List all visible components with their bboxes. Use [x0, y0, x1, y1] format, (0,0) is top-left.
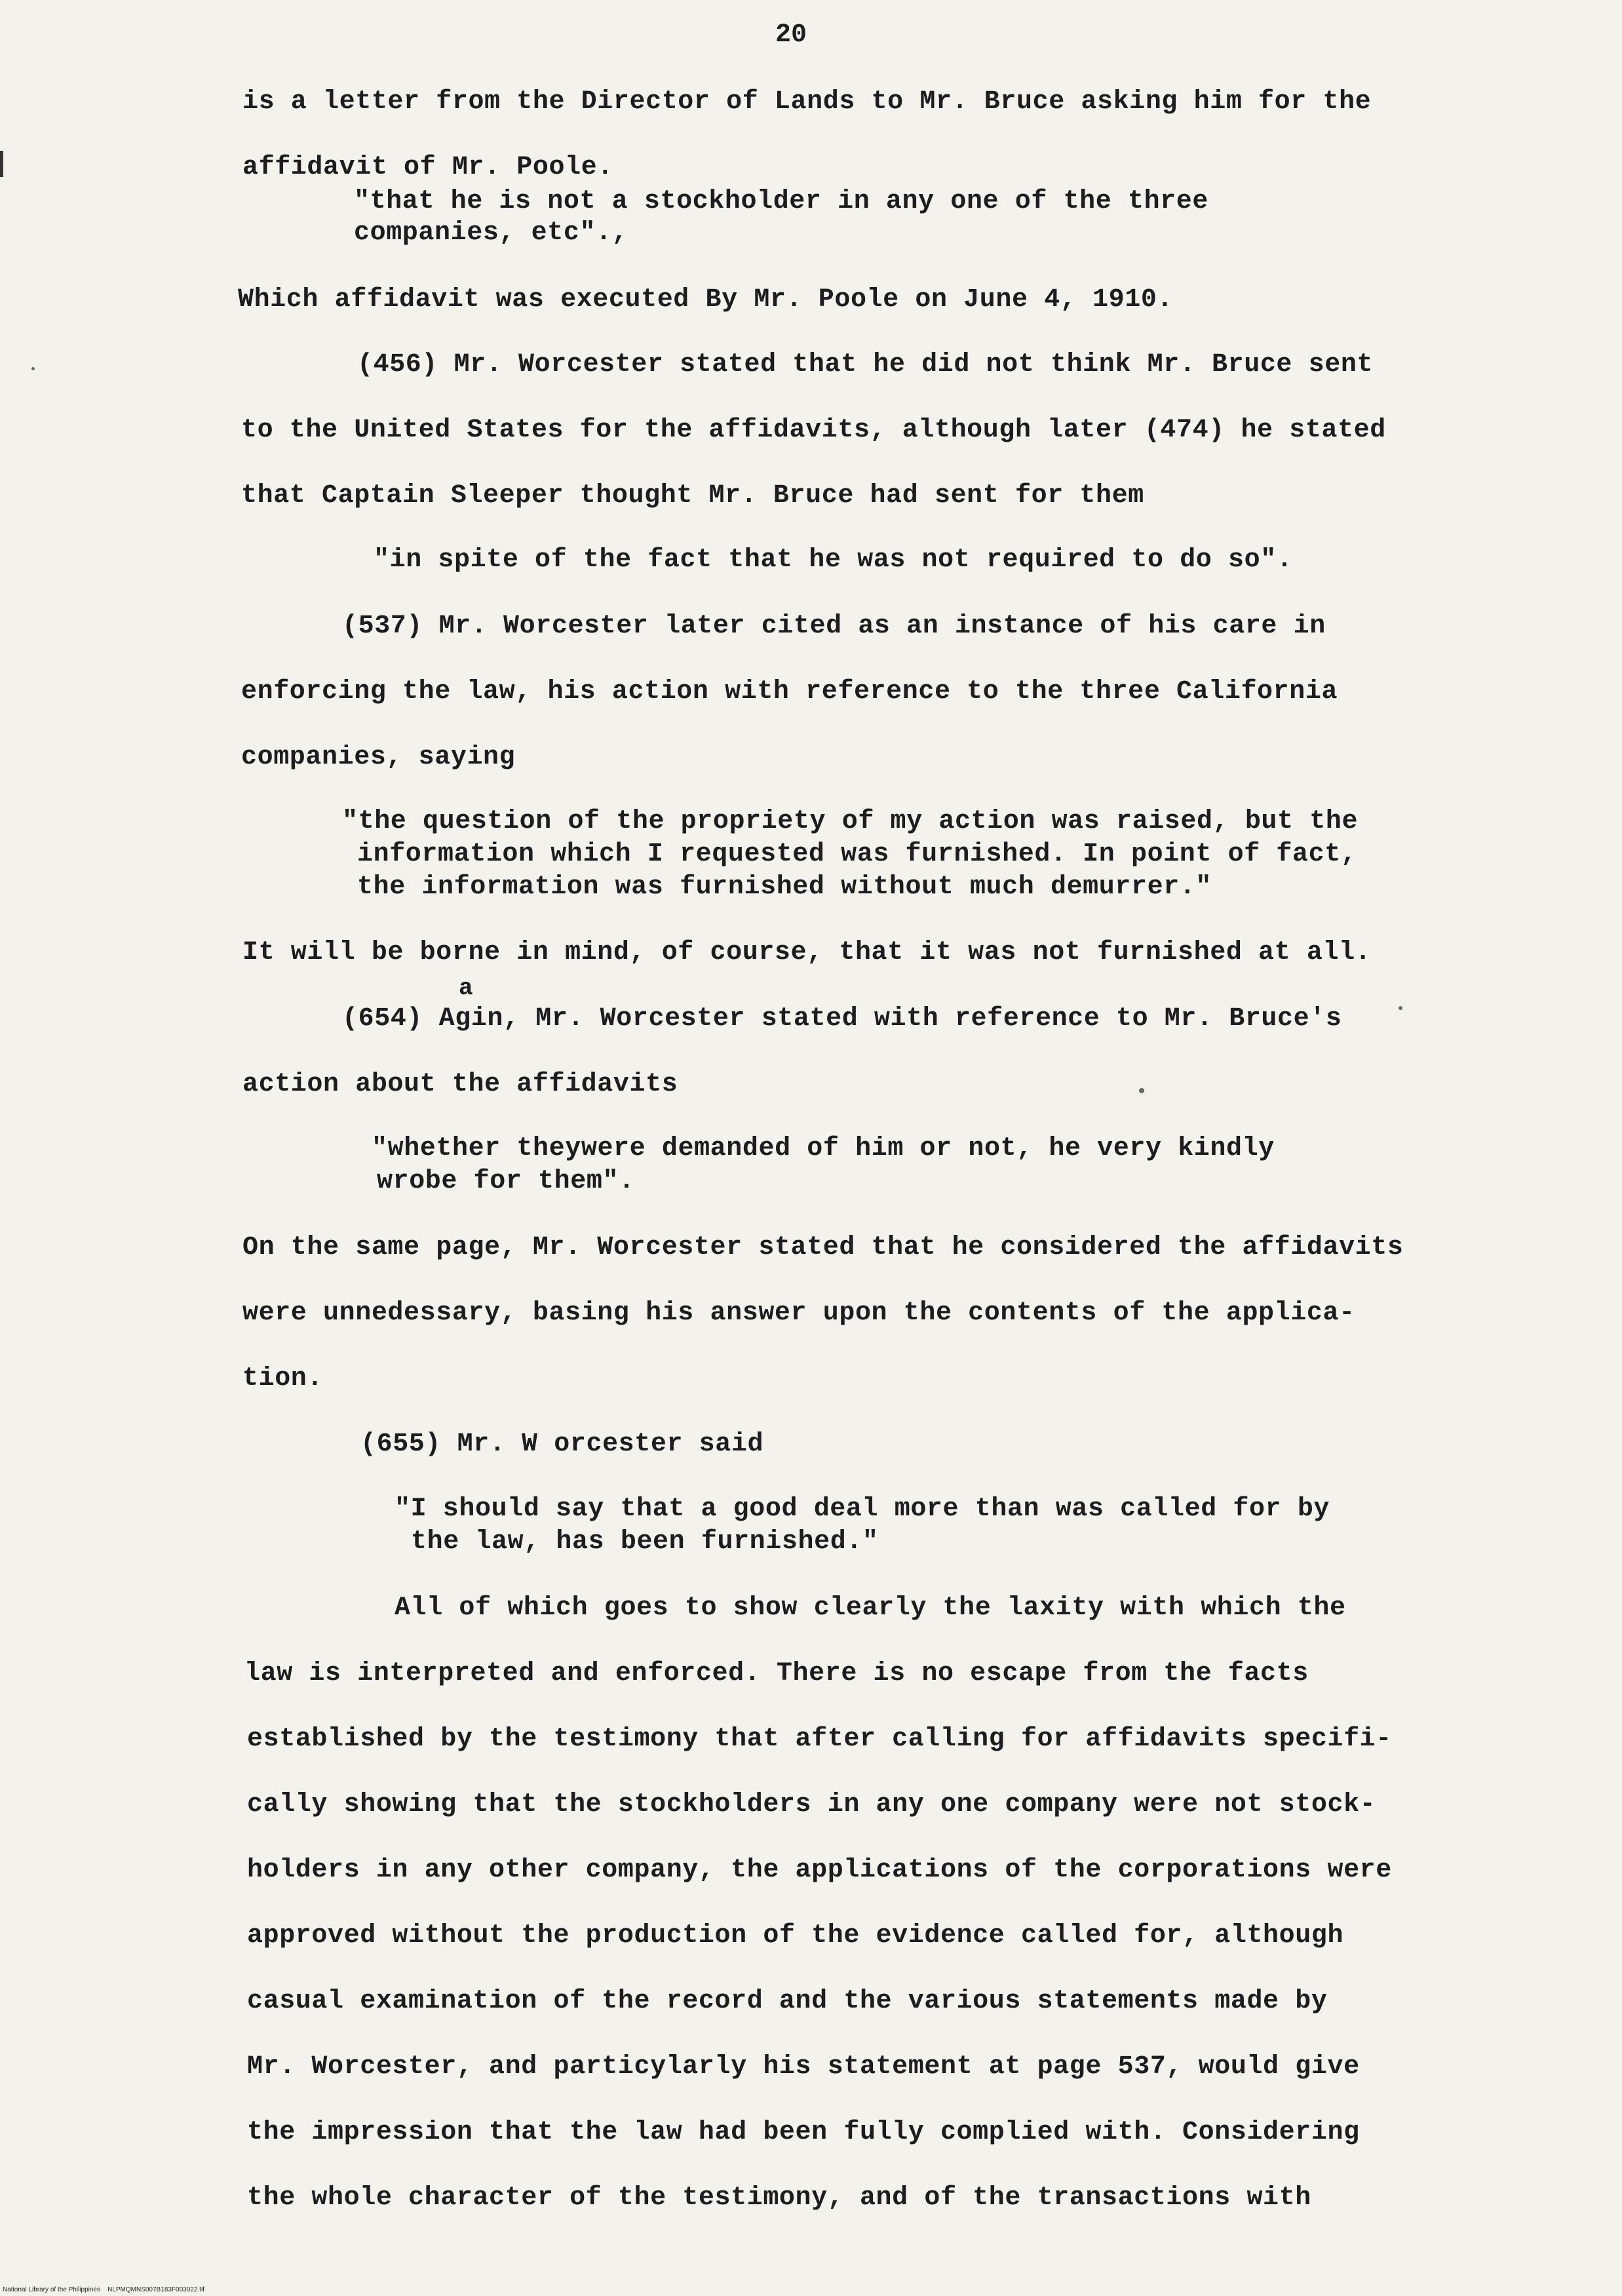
text-line: Mr. Worcester, and particylarly his statement at page 537, would give	[247, 2052, 1360, 2082]
text-line: enforcing the law, his action with reference to the three California	[241, 677, 1338, 707]
scan-speck	[31, 367, 35, 370]
text-line: cally showing that the stockholders in any one company were not stock-	[247, 1790, 1376, 1819]
scan-speck	[1399, 1006, 1402, 1010]
text-line: action about the affidavits	[242, 1070, 678, 1099]
text-line: Which affidavit was executed By Mr. Poole on June 4, 1910.	[238, 285, 1174, 315]
text-line: is a letter from the Director of Lands to Mr. Bruce asking him for the	[242, 87, 1372, 117]
text-line: On the same page, Mr. Worcester stated that he considered the affidavits	[242, 1233, 1404, 1262]
page-number: 20	[775, 20, 807, 50]
text-line: companies, saying	[241, 743, 516, 772]
text-line: approved without the production of the evidence called for, although	[247, 1921, 1344, 1951]
quote-line: companies, etc".,	[354, 218, 628, 248]
quote-line: "I should say that a good deal more than was called for by	[395, 1494, 1330, 1524]
text-line: were unnedessary, basing his answer upon the contents of the applica-	[242, 1298, 1355, 1328]
quote-line: "in spite of the fact that he was not required to do so".	[374, 545, 1293, 575]
quote-line: "the question of the propriety of my action was raised, but the	[342, 807, 1359, 836]
text-line: established by the testimony that after calling for affidavits specifi-	[247, 1724, 1392, 1754]
text-line: affidavit of Mr. Poole.	[242, 153, 613, 182]
quote-line: "whether theywere demanded of him or not, he very kindly	[372, 1134, 1275, 1163]
interlinear-correction: a	[459, 975, 473, 1002]
text-line: the whole character of the testimony, and of the transactions with	[247, 2183, 1311, 2213]
quote-line: the information was furnished without much demurrer."	[357, 872, 1212, 902]
scan-edge-mark	[0, 151, 3, 177]
text-line: to the United States for the affidavits, although later (474) he stated	[241, 416, 1386, 445]
text-line: law is interpreted and enforced. There is no escape from the facts	[244, 1659, 1309, 1688]
text-line: (456) Mr. Worcester stated that he did not think Mr. Bruce sent	[357, 350, 1374, 379]
quote-line: wrobe for them".	[377, 1167, 635, 1196]
text-line: holders in any other company, the applications of the corporations were	[247, 1856, 1392, 1885]
text-line: that Captain Sleeper thought Mr. Bruce had sent for them	[241, 481, 1144, 511]
text-line: the impression that the law had been fully complied with. Considering	[247, 2118, 1360, 2147]
archive-footer: National Library of the Philippines NLPMQMNS007B183F003022.tif	[3, 2286, 204, 2293]
text-line: casual examination of the record and the various statements made by	[247, 1987, 1328, 2016]
text-line: tion.	[242, 1364, 324, 1393]
text-line: It will be borne in mind, of course, that it was not furnished at all.	[242, 938, 1372, 967]
quote-line: "that he is not a stockholder in any one of the three	[354, 187, 1209, 216]
text-line: (537) Mr. Worcester later cited as an instance of his care in	[342, 612, 1326, 641]
scan-speck	[1139, 1088, 1144, 1093]
quote-line: information which I requested was furnished. In point of fact,	[357, 840, 1357, 869]
text-line: (655) Mr. W orcester said	[360, 1430, 764, 1459]
quote-line: the law, has been furnished."	[411, 1527, 879, 1557]
text-line: All of which goes to show clearly the laxity with which the	[395, 1593, 1346, 1623]
text-line: (654) Agin, Mr. Worcester stated with reference to Mr. Bruce's	[342, 1004, 1342, 1034]
